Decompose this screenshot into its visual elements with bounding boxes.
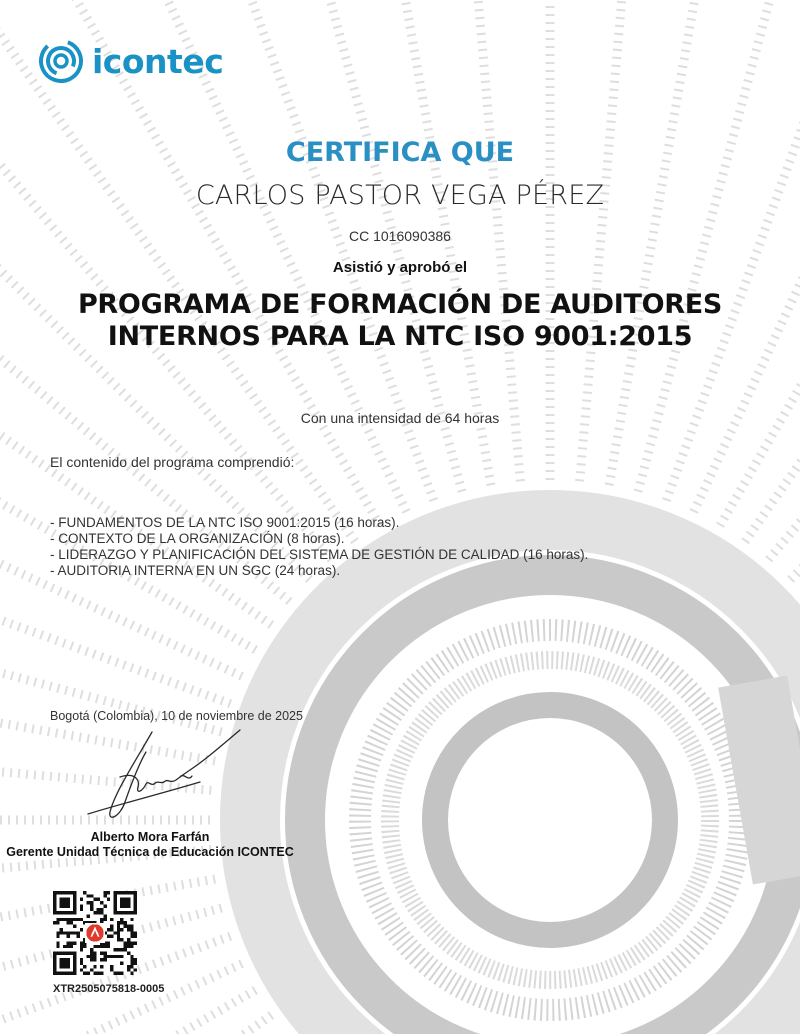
qr-code: [53, 891, 137, 975]
icontec-logo-icon: [36, 36, 86, 86]
program-title-line-2: INTERNOS PARA LA NTC ISO 9001:2015: [107, 321, 693, 352]
icontec-logo: [36, 36, 223, 86]
certifies-heading: CERTIFICA QUE: [285, 137, 515, 168]
document-id: CC 1016090386: [349, 228, 451, 244]
list-item: - LIDERAZGO Y PLANIFICACIÓN DEL SISTEMA DE GESTIÓN DE CALIDAD (16 horas).: [50, 547, 589, 562]
program-title: [0, 289, 800, 353]
list-item: - FUNDAMENTOS DE LA NTC ISO 9001:2015 (16 horas).: [50, 515, 400, 530]
list-item: - AUDITORIA INTERNA EN UN SGC (24 horas).: [50, 563, 341, 578]
place-date: Bogotá (Colombia), 10 de noviembre de 2025: [50, 709, 303, 723]
brand-name: icontec: [92, 41, 224, 81]
intensity-text: Con una intensidad de 64 horas: [300, 410, 500, 426]
certificate-code: XTR2505075818-0005: [53, 983, 165, 995]
signer-title: Gerente Unidad Técnica de Educación ICONTEC: [6, 845, 294, 859]
program-title-line-1: PROGRAMA DE FORMACIÓN DE AUDITORES: [77, 289, 723, 320]
signer-name: Alberto Mora Farfán: [90, 830, 210, 844]
attended-text: Asistió y aprobó el: [332, 259, 468, 276]
topics-list: [50, 515, 588, 579]
signer-block: [0, 830, 300, 860]
content-intro: El contenido del programa comprendió:: [50, 454, 295, 470]
list-item: - CONTEXTO DE LA ORGANIZACIÓN (8 horas).: [50, 531, 345, 546]
recipient-name: CARLOS PASTOR VEGA PÉREZ: [195, 180, 605, 211]
handwritten-signature: [80, 722, 255, 827]
